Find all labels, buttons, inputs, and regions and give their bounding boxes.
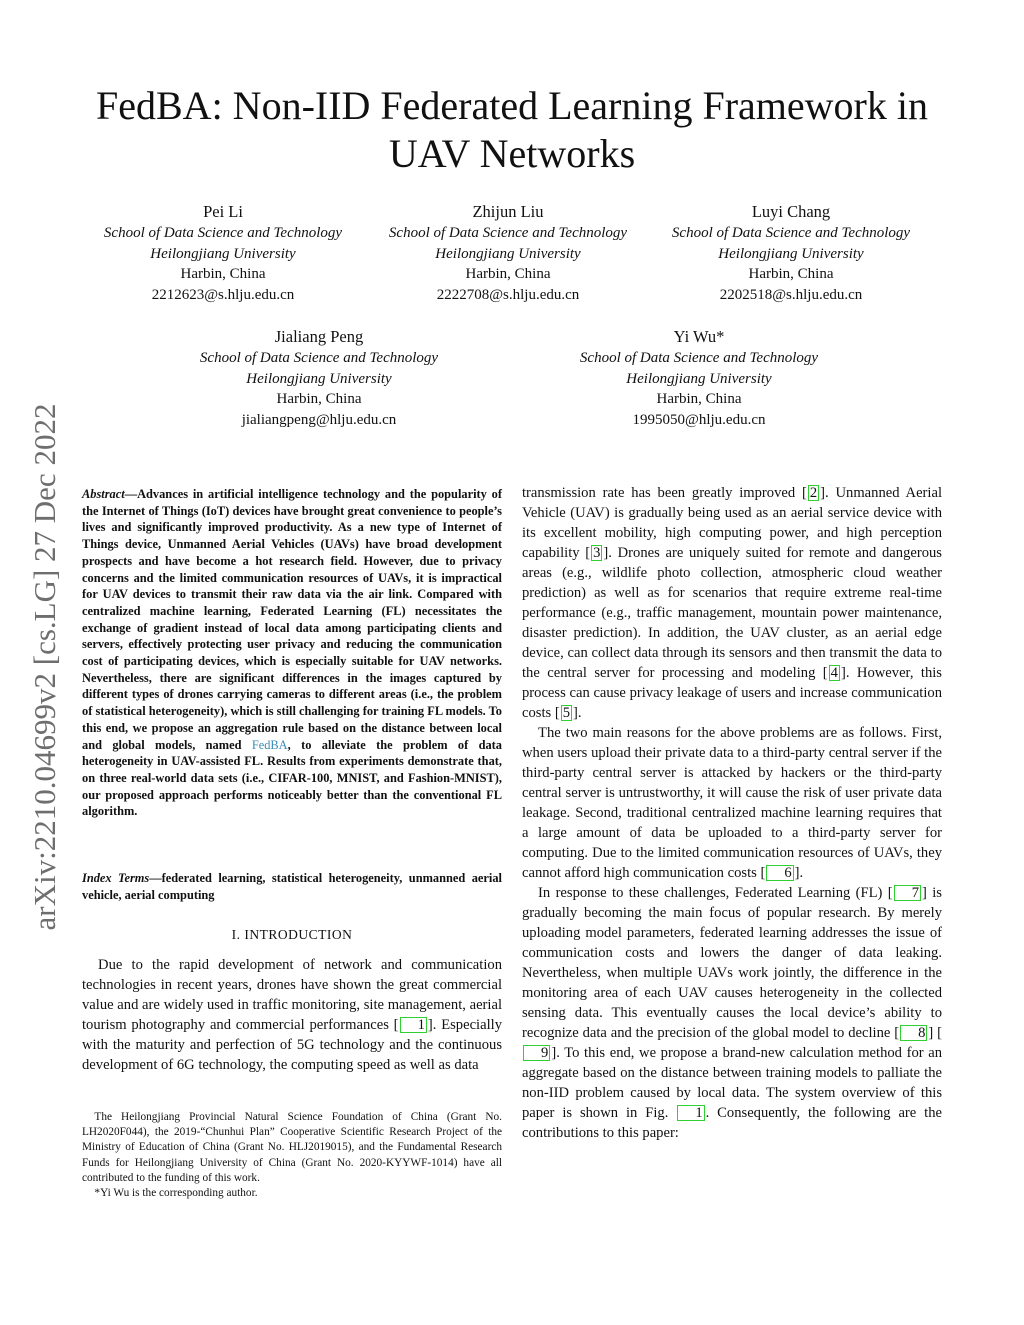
- author-city: Harbin, China: [180, 266, 266, 282]
- author-city: Harbin, China: [656, 391, 742, 407]
- method-name-link[interactable]: FedBA: [251, 737, 288, 752]
- paragraph-text: transmission rate has been greatly improved: [522, 485, 802, 501]
- paragraph-text: is gradually becoming the main focus of popular research. By merely uploading model parameters, federated learning addresses the issue of communication costs and lowers the danger of data leaking. Nevertheless, when multiple UAVs work jointly, the difference in the monitoring area of each UAV causes heterogeneity in the collected sensing data. This eventually causes the local device’s ability to recognize data and the precision of the global model to decline: [522, 885, 942, 1041]
- citation-link[interactable]: 7: [894, 885, 921, 901]
- author-city: Harbin, China: [276, 391, 362, 407]
- author-university: Heilongjiang University: [150, 245, 296, 262]
- paragraph-text: In response to these challenges, Federated Learning (FL): [538, 885, 888, 901]
- paragraph-text: . However, this process can cause privacy leakage of users and increase communication costs: [522, 665, 942, 721]
- author-university: Heilongjiang University: [435, 245, 581, 262]
- index-terms: [82, 870, 502, 903]
- citation-link[interactable]: 4: [830, 665, 838, 681]
- corresponding-footnote: *Yi Wu is the corresponding author.: [94, 1187, 258, 1200]
- author-university: Heilongjiang University: [718, 245, 864, 262]
- author-email[interactable]: 2222708@s.hlju.edu.cn: [436, 286, 580, 303]
- section-first-letter: I: [244, 927, 250, 942]
- paragraph-text: . Unmanned Aerial Vehicle (UAV) is gradually being used as an aerial service device with its excellent mobility, high computing power, and high perception capability: [522, 485, 942, 561]
- paragraph-text: . Especially with the maturity and perfection of 5G technology and the continuous development of 6G technology, the computing speed as well as data: [82, 1017, 502, 1073]
- author-email[interactable]: 2212623@s.hlju.edu.cn: [151, 286, 295, 303]
- abstract-label: Abstract: [82, 487, 125, 501]
- author-university: Heilongjiang University: [246, 370, 392, 387]
- abstract: [82, 486, 502, 820]
- author-affiliation: School of Data Science and Technology: [199, 350, 439, 366]
- author-block: [558, 326, 840, 430]
- paragraph: In response to these challenges, Federated Learning (FL) [ 7 ] is gradually becoming the main focus of popular research. By merely uploading model parameters, federated learning addresses the issue of communication costs and lowers the danger of data leaking. Nevertheless, when multiple UAVs work jointly, the difference in the monitoring area of each UAV causes heterogeneity in the collected sensing data. This eventually causes the local device’s ability to recognize data and the precision of the global model to decline [ 8 ] [9 ]. To this end, we propose a brand-new calculation method for an aggregate based on the distance between training models to palliate the non-IID problem caused by local data. The system overview of this paper is shown in Fig. 1 . Consequently, the following are the contributions to this paper:: [522, 885, 943, 1141]
- author-affiliation: School of Data Science and Technology: [579, 350, 819, 366]
- abstract-text-continued: , to alleviate the problem of data heterogeneity in UAV-assisted FL. Results from experiments demonstrate that, on three real-world data sets (i.e., CIFAR-100, MNIST, and Fashion-MNIST), our proposed approach performs noticeably better than the conventional FL algorithm.: [82, 737, 502, 819]
- paragraph-text: . To this end, we propose a brand-new calculation method for an aggregate based on the distance between training models to palliate the non-IID problem caused by local data. The system overview of this paper is shown in Fig.: [522, 1045, 942, 1121]
- author-name: Jialiang Peng: [274, 327, 364, 346]
- paragraph-text: .: [799, 865, 804, 881]
- section-numeral: I.: [231, 927, 245, 942]
- section-title: NTRODUCTION: [249, 927, 353, 942]
- citation-link[interactable]: 3: [593, 545, 601, 561]
- author-name: Yi Wu*: [673, 327, 725, 346]
- paragraph-text: . Consequently, the following are the contributions to this paper:: [522, 1105, 943, 1141]
- paragraph-text: .: [577, 705, 582, 721]
- author-name: Luyi Chang: [751, 202, 831, 221]
- paragraph-text: Due to the rapid development of network and communication technologies in recent years, drones have shown the great commercial value and are widely used in traffic monitoring, site management, aerial tourism photography and commercial performances: [82, 957, 502, 1033]
- citation-link[interactable]: 5: [562, 705, 571, 721]
- figure-link[interactable]: 1: [677, 1105, 704, 1121]
- author-block: [178, 326, 460, 430]
- funding-footnote: The Heilongjiang Provincial Natural Science Foundation of China (Grant No. LH2020F044), the 2019-“Chunhui Plan” Cooperative Scientific Research Project of the Ministry of Education of China (Grant No. HLJ2019015), and the Fundamental Research Funds for Heilongjiang University of China (Grant No. 2020-KYYWF-1014) have all contributed to the funding of this work.: [82, 1111, 502, 1184]
- paragraph: The two main reasons for the above problems are as follows. First, when users upload their private data to a third-party central server if the third-party central server is attacked by hackers or the third-party central server is untrustworthy, it will cause the risk of user private data leakage. Second, traditional centralized machine learning requires that a large amount of data be uploaded to a third-party server for computing. Due to the limited communication resources of UAVs, they cannot afford high communication costs [ 6 ].: [522, 725, 942, 881]
- author-affiliation: School of Data Science and Technology: [103, 225, 343, 241]
- author-city: Harbin, China: [465, 266, 551, 282]
- paragraph-text: . Drones are uniquely suited for remote and dangerous areas (e.g., wildlife photo collection, atmospheric cloud weather prediction) as well as for scenarios that require extreme real-time performance (e.g., traffic management, mountain power maintenance, disaster prediction). In addition, the UAV cluster, as an aerial edge device, can collect data through its sensors and then transmit the data to the central server for processing and modeling: [522, 545, 942, 681]
- citation-link[interactable]: 8: [900, 1025, 927, 1041]
- footnote: [82, 1110, 502, 1201]
- citation-link[interactable]: 6: [766, 865, 793, 881]
- introduction-text: Due to the rapid development of network and communication technologies in recent years, drones have shown the great commercial value and are widely used in traffic monitoring, site management, aerial tourism photography and commercial performances [ 1 ]. Especially with the maturity and perfection of 5G technology and the continuous development of 6G technology, the computing speed as well as data: [82, 957, 502, 1073]
- author-name: Zhijun Liu: [472, 202, 544, 221]
- author-block: [650, 201, 932, 305]
- author-email[interactable]: jialiangpeng@hlju.edu.cn: [241, 411, 397, 428]
- citation-link[interactable]: 1: [400, 1017, 427, 1033]
- citation-link[interactable]: 2: [809, 485, 818, 501]
- paragraph: transmission rate has been greatly improved [ 2 ]. Unmanned Aerial Vehicle (UAV) is gradually being used as an aerial service device with its excellent mobility, high computing power, and high perception capability [ 3 ]. Drones are uniquely suited for remote and dangerous areas (e.g., wildlife photo collection, atmospheric cloud weather prediction) as well as for scenarios that require extreme real-time performance (e.g., traffic management, mountain power maintenance, disaster prediction). In addition, the UAV cluster, as an aerial edge device, can collect data through its sensors and then transmit the data to the central server for processing and modeling [ 4 ]. However, this process can cause privacy leakage of users and increase communication costs [ 5 ].: [522, 485, 942, 721]
- author-block: [82, 201, 364, 305]
- author-block: [367, 201, 649, 305]
- index-terms-label: Index Terms: [82, 871, 150, 885]
- paper-title: FedBA: Non-IID Federated Learning Framework in UAV Networks: [96, 83, 928, 176]
- paragraph-text: The two main reasons for the above problems are as follows. First, when users upload their private data to a third-party central server if the third-party central server is attacked by hackers or the third-party central server is untrustworthy, it will cause the risk of user private data leakage. Second, traditional centralized machine learning requires that a large amount of data be uploaded to a third-party server for computing. Due to the limited communication resources of UAVs, they cannot afford high communication costs: [522, 725, 942, 881]
- section-heading: [82, 927, 502, 943]
- author-email[interactable]: 1995050@hlju.edu.cn: [632, 411, 766, 428]
- author-affiliation: School of Data Science and Technology: [388, 225, 628, 241]
- author-affiliation: School of Data Science and Technology: [671, 225, 911, 241]
- right-column-text: [522, 483, 942, 1143]
- author-name: Pei Li: [203, 202, 243, 221]
- author-university: Heilongjiang University: [626, 370, 772, 387]
- citation-link[interactable]: 9: [523, 1045, 550, 1061]
- author-city: Harbin, China: [748, 266, 834, 282]
- arxiv-identifier[interactable]: arXiv:2210.04699v2 [cs.LG] 27 Dec 2022: [27, 403, 62, 931]
- index-terms-text: —federated learning, statistical heterogeneity, unmanned aerial vehicle, aerial computing: [82, 871, 502, 902]
- abstract-text: —Advances in artificial intelligence technology and the popularity of the Internet of Things (IoT) devices have brought great convenience to people’s lives and significantly improved productivity. As a new type of Internet of Things device, Unmanned Aerial Vehicles (UAVs) have broad development prospects and have become a hot research field. However, due to privacy concerns and the limited communication resources of UAVs, it is impractical for UAV devices to transmit their raw data via the air link. Compared with centralized machine learning, Federated Learning (FL) necessitates the exchange of gradient instead of local data among participating clients and servers, effectively protecting user privacy and reducing the communication cost of participating devices, which is especially suitable for UAV networks. Nevertheless, there are significant differences in the images captured by different types of drones carrying cameras to different areas (i.e., the problem of statistical heterogeneity), which is still challenging for training FL models. To this end, we propose an aggregation rule based on the distance between local and global models, named: [82, 487, 502, 752]
- author-email[interactable]: 2202518@s.hlju.edu.cn: [719, 286, 863, 303]
